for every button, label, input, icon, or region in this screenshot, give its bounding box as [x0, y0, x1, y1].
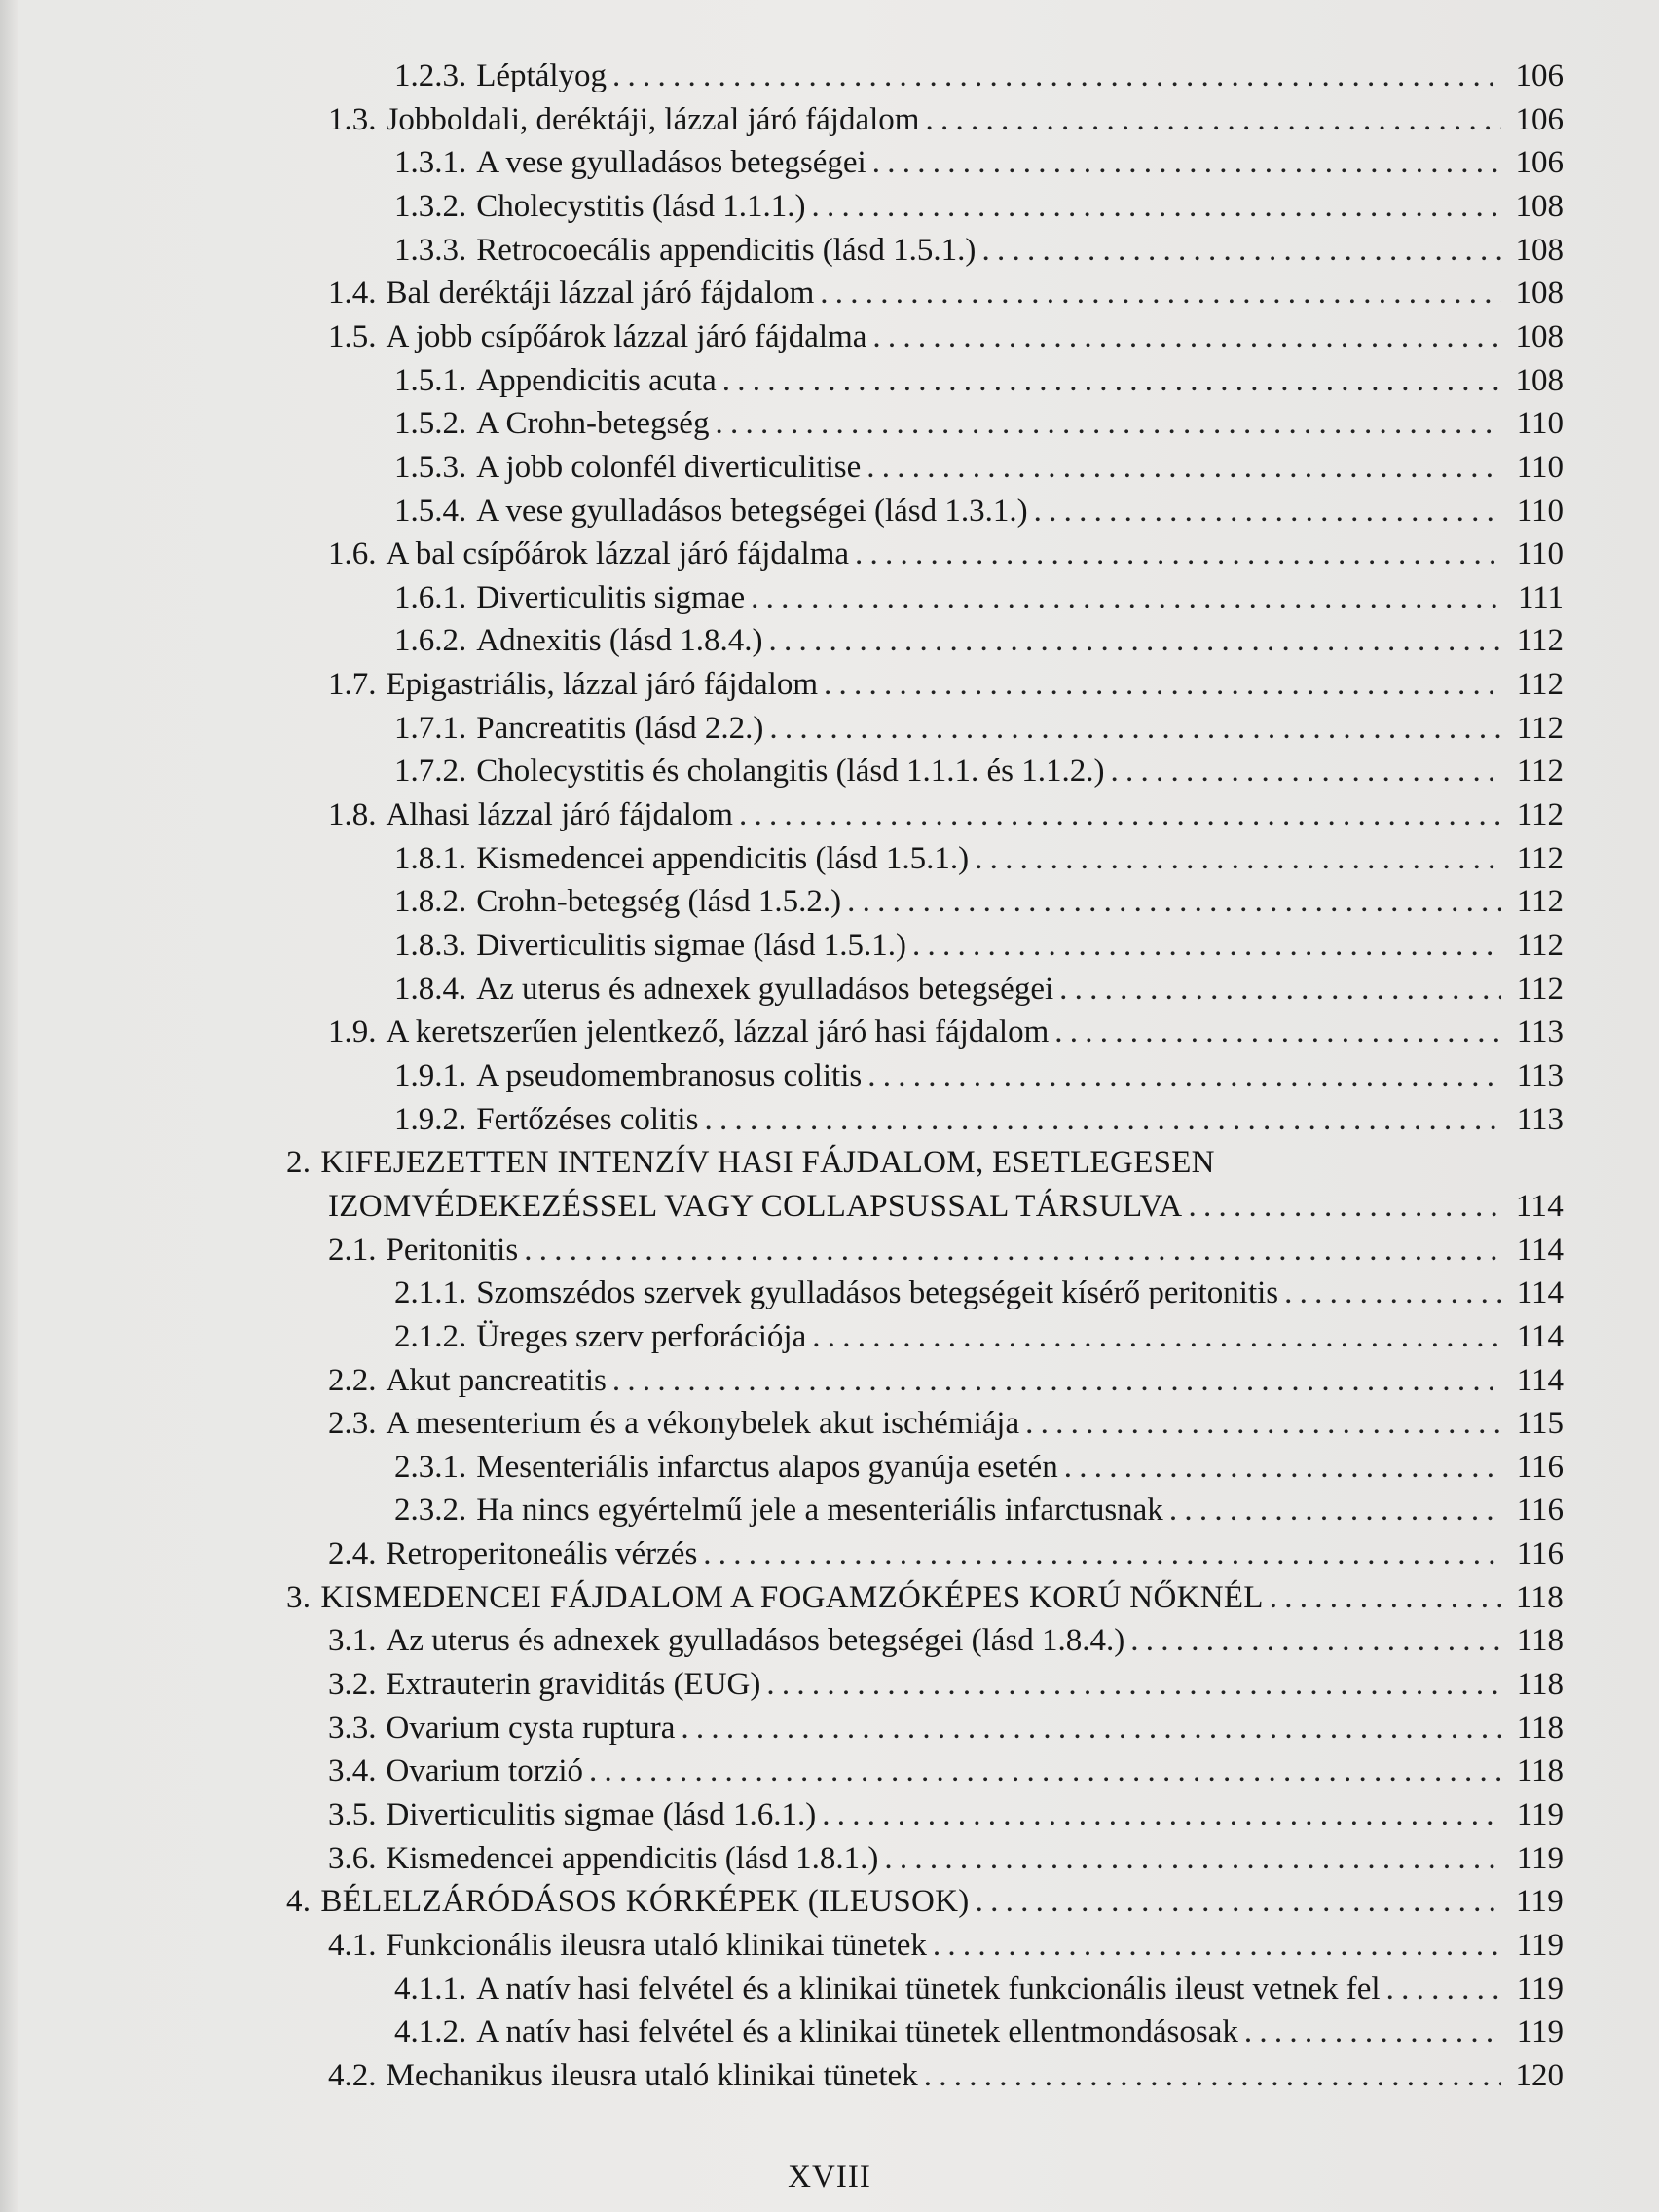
toc-entry-title: KIFEJEZETTEN INTENZÍV HASI FÁJDALOM, ESETLEGESEN	[320, 1145, 1215, 1181]
dot-leader	[855, 533, 1501, 575]
toc-entry-page: 119	[1516, 1971, 1564, 2007]
toc-entry-number: 4.1.	[328, 1927, 377, 1963]
dot-leader	[1059, 968, 1501, 1011]
toc-entry-page: 112	[1516, 840, 1564, 876]
dot-leader	[1284, 1272, 1501, 1314]
toc-entry-number: 2.2.	[328, 1362, 377, 1398]
toc-entry-number: 1.6.	[328, 536, 377, 572]
toc-entry-page: 120	[1515, 2057, 1564, 2093]
toc-entry-number: 1.8.3.	[394, 928, 467, 963]
toc-entry-page: 108	[1515, 232, 1564, 268]
toc-entry-title: Léptályog	[476, 58, 608, 93]
toc-entry-number: 2.	[286, 1145, 312, 1181]
toc-entry	[286, 1576, 1564, 1619]
toc-entry-title: Jobboldali, deréktáji, lázzal járó fájdalom	[386, 101, 920, 137]
dot-leader	[1034, 490, 1501, 533]
toc-entry-title: Ha nincs egyértelmű jele a mesenteriális infarctusnak	[476, 1493, 1163, 1529]
toc-entry-page: 118	[1516, 1710, 1564, 1746]
toc-entry-page: 119	[1516, 1797, 1564, 1832]
toc-entry-page: 113	[1516, 1014, 1564, 1051]
dot-leader	[924, 2054, 1501, 2097]
toc-entry-page: 115	[1516, 1406, 1564, 1442]
dot-leader	[884, 1837, 1501, 1880]
toc-entry-page: 108	[1515, 188, 1564, 224]
dot-leader	[703, 1532, 1501, 1575]
toc-entry	[394, 1315, 1564, 1358]
toc-entry	[328, 315, 1564, 358]
toc-entry	[328, 533, 1564, 575]
toc-entry	[328, 1924, 1564, 1967]
dot-leader	[1386, 1968, 1501, 2010]
dot-leader	[768, 619, 1501, 662]
toc-entry-page: 112	[1516, 710, 1564, 746]
toc-entry-title: Üreges szerv perforációja	[476, 1318, 807, 1354]
toc-entry	[394, 707, 1564, 750]
dot-leader	[589, 1750, 1501, 1792]
toc-entry-number: 1.3.	[328, 101, 377, 137]
dot-leader	[722, 359, 1501, 402]
toc-entry-page: 106	[1515, 58, 1564, 93]
toc-entry-page: 114	[1516, 1232, 1564, 1268]
dot-leader	[1188, 1185, 1501, 1228]
toc-entry	[328, 1750, 1564, 1792]
toc-entry-title: Diverticulitis sigmae (lásd 1.5.1.)	[476, 928, 906, 963]
toc-entry-title: Diverticulitis sigmae (lásd 1.6.1.)	[386, 1797, 817, 1832]
dot-leader	[976, 1880, 1501, 1923]
dot-leader	[933, 1924, 1501, 1967]
toc-entry-title: A vese gyulladásos betegségei	[476, 145, 866, 181]
toc-entry-number: 1.7.	[328, 667, 377, 703]
toc-entry-title: IZOMVÉDEKEZÉSSEL VAGY COLLAPSUSSAL TÁRSULVA	[328, 1188, 1183, 1224]
toc-entry-page: 108	[1515, 276, 1564, 312]
toc-entry-number: 2.1.	[328, 1232, 377, 1268]
toc-entry-title: Mesenteriális infarctus alapos gyanúja esetén	[476, 1449, 1058, 1485]
toc-entry-title: Az uterus és adnexek gyulladásos betegségei	[476, 971, 1054, 1007]
dot-leader	[1111, 750, 1501, 793]
toc-entry	[328, 1837, 1564, 1880]
toc-entry-title: A jobb colonfél diverticulitise	[476, 449, 862, 485]
page-number: XVIII	[788, 2159, 871, 2194]
dot-leader	[824, 663, 1501, 706]
toc-entry	[394, 402, 1564, 445]
toc-entry-page: 112	[1516, 623, 1564, 659]
toc-entry-page: 110	[1516, 536, 1564, 572]
toc-entry-number: 1.3.3.	[394, 232, 467, 268]
toc-entry	[394, 1098, 1564, 1141]
toc-entry	[328, 1185, 1564, 1228]
toc-entry-page: 110	[1516, 449, 1564, 485]
dot-leader	[704, 1098, 1501, 1141]
toc-entry-title: KISMEDENCEI FÁJDALOM A FOGAMZÓKÉPES KORÚ NŐKNÉL	[320, 1579, 1264, 1615]
toc-entry	[286, 1880, 1564, 1923]
toc-entry-page: 106	[1515, 145, 1564, 181]
toc-entry-number: 3.2.	[328, 1667, 377, 1703]
toc-entry-title: Fertőzéses colitis	[476, 1101, 699, 1137]
toc-entry-page: 119	[1515, 1884, 1564, 1920]
toc-entry-number: 1.8.4.	[394, 971, 467, 1007]
toc-entry	[394, 229, 1564, 272]
toc-entry-title: A jobb csípőárok lázzal járó fájdalma	[386, 318, 867, 354]
toc-entry-number: 3.4.	[328, 1753, 377, 1789]
toc-entry	[394, 750, 1564, 793]
toc-entry-page: 112	[1516, 754, 1564, 790]
dot-leader	[524, 1229, 1501, 1272]
toc-entry-title: Extrauterin graviditás (EUG)	[386, 1667, 761, 1703]
toc-entry-page: 118	[1516, 1623, 1564, 1659]
toc-entry-title: Akut pancreatitis	[386, 1362, 607, 1398]
dot-leader	[612, 55, 1501, 97]
toc-entry	[328, 1229, 1564, 1272]
toc-entry	[394, 968, 1564, 1011]
toc-entry-title: A vese gyulladásos betegségei (lásd 1.3.1.)	[476, 493, 1028, 529]
toc-entry-page: 113	[1516, 1101, 1564, 1137]
toc-entry-number: 1.5.	[328, 318, 377, 354]
dot-leader	[739, 793, 1501, 836]
toc-entry-title: A keretszerűen jelentkező, lázzal járó hasi fájdalom	[386, 1014, 1050, 1051]
toc-entry-title: Kismedencei appendicitis (lásd 1.8.1.)	[386, 1840, 879, 1876]
toc-entry-title: Crohn-betegség (lásd 1.5.2.)	[476, 884, 842, 920]
toc-entry	[394, 55, 1564, 97]
toc-entry-number: 1.8.2.	[394, 884, 467, 920]
toc-entry-number: 3.3.	[328, 1710, 377, 1746]
toc-entry-title: Kismedencei appendicitis (lásd 1.5.1.)	[476, 840, 970, 876]
dot-leader	[981, 229, 1501, 272]
toc-entry-number: 1.6.1.	[394, 579, 467, 615]
toc-entry-page: 114	[1516, 1318, 1564, 1354]
dot-leader	[822, 1793, 1501, 1836]
toc-entry-page: 118	[1515, 1579, 1564, 1615]
toc-entry	[328, 98, 1564, 141]
toc-entry-number: 2.1.1.	[394, 1275, 467, 1311]
toc-entry-page: 114	[1515, 1188, 1564, 1224]
toc-entry-number: 4.1.2.	[394, 2014, 467, 2050]
toc-entry-page: 114	[1516, 1275, 1564, 1311]
toc-entry-page: 116	[1516, 1449, 1564, 1485]
toc-entry	[328, 1532, 1564, 1575]
toc-entry-title: Ovarium cysta ruptura	[386, 1710, 676, 1746]
toc-entry	[394, 359, 1564, 402]
dot-leader	[847, 880, 1501, 923]
toc-entry-number: 4.2.	[328, 2057, 377, 2093]
toc-entry	[328, 1793, 1564, 1836]
toc-entry-title: Az uterus és adnexek gyulladásos betegségei (lásd 1.8.4.)	[386, 1623, 1125, 1659]
toc-entry-page: 112	[1516, 971, 1564, 1007]
dot-leader	[811, 185, 1501, 228]
toc-entry	[394, 880, 1564, 923]
toc-entry-number: 4.1.1.	[394, 1971, 467, 2007]
toc-entry-page: 113	[1516, 1057, 1564, 1093]
toc-entry	[394, 619, 1564, 662]
toc-entry-page: 108	[1515, 362, 1564, 398]
toc-entry	[394, 446, 1564, 489]
toc-entry-number: 1.3.1.	[394, 145, 467, 181]
toc-entry-page: 116	[1516, 1493, 1564, 1529]
toc-entry	[394, 1054, 1564, 1097]
toc-entry-page: 112	[1516, 667, 1564, 703]
toc-entry-page: 114	[1516, 1362, 1564, 1398]
toc-entry-number: 1.9.1.	[394, 1057, 467, 1093]
toc-entry-title: Appendicitis acuta	[476, 362, 717, 398]
toc-entry	[394, 1446, 1564, 1489]
toc-entry-number: 1.5.3.	[394, 449, 467, 485]
toc-entry-number: 3.5.	[328, 1797, 377, 1832]
toc-entry-page: 106	[1515, 101, 1564, 137]
toc-entry-number: 2.3.1.	[394, 1449, 467, 1485]
toc-entry-number: 2.3.2.	[394, 1493, 467, 1529]
toc-entry	[394, 576, 1564, 619]
dot-leader	[751, 576, 1501, 619]
toc-entry-page: 118	[1516, 1753, 1564, 1789]
toc-entry-number: 4.	[286, 1884, 312, 1920]
toc-entry-number: 1.9.	[328, 1014, 377, 1051]
toc-entry-title: Cholecystitis és cholangitis (lásd 1.1.1. és 1.1.2.)	[476, 754, 1105, 790]
toc-entry-number: 1.8.1.	[394, 840, 467, 876]
toc-entry-number: 1.7.1.	[394, 710, 467, 746]
toc-entry	[328, 663, 1564, 706]
toc-entry-number: 1.5.4.	[394, 493, 467, 529]
dot-leader	[872, 315, 1501, 358]
dot-leader	[1054, 1011, 1501, 1053]
toc-entry	[394, 2010, 1564, 2053]
toc-entry-title: Funkcionális ileusra utaló klinikai tünetek	[386, 1927, 927, 1963]
toc-entry-number: 1.3.2.	[394, 188, 467, 224]
toc-entry	[394, 1489, 1564, 1531]
toc-entry-number: 1.9.2.	[394, 1101, 467, 1137]
toc-entry	[394, 141, 1564, 184]
toc-entry	[328, 1011, 1564, 1053]
toc-entry-title: Peritonitis	[386, 1232, 519, 1268]
toc-entry-page: 112	[1516, 928, 1564, 963]
toc-entry-number: 1.5.1.	[394, 362, 467, 398]
toc-entry	[394, 1272, 1564, 1314]
toc-entry	[394, 837, 1564, 880]
dot-leader	[820, 272, 1501, 314]
toc-entry-title: Retrocoecális appendicitis (lásd 1.5.1.)	[476, 232, 977, 268]
toc-entry-title: Alhasi lázzal járó fájdalom	[386, 797, 733, 833]
toc-entry	[328, 272, 1564, 314]
toc-entry-page: 112	[1516, 797, 1564, 833]
toc-entry-title: A Crohn-betegség	[476, 406, 710, 442]
dot-leader	[1169, 1489, 1501, 1531]
dot-leader	[925, 98, 1501, 141]
toc-entry-title: A bal csípőárok lázzal járó fájdalma	[386, 536, 850, 572]
toc-entry-page: 119	[1516, 1840, 1564, 1876]
toc-entry-page: 119	[1516, 1927, 1564, 1963]
toc-entry	[328, 1359, 1564, 1402]
toc-entry-number: 3.	[286, 1579, 312, 1615]
dot-leader	[867, 1054, 1501, 1097]
toc-entry-title: Szomszédos szervek gyulladásos betegségeit kísérő peritonitis	[476, 1275, 1279, 1311]
dot-leader	[612, 1359, 1501, 1402]
toc-entry-title: A natív hasi felvétel és a klinikai tünetek funkcionális ileust vetnek fel	[476, 1971, 1381, 2007]
dot-leader	[1025, 1402, 1501, 1445]
toc-entry-title: Pancreatitis (lásd 2.2.)	[476, 710, 764, 746]
toc-entry-page: 110	[1516, 493, 1564, 529]
toc-entry-title: A pseudomembranosus colitis	[476, 1057, 863, 1093]
toc-entry	[328, 1402, 1564, 1445]
toc-entry	[328, 1707, 1564, 1750]
toc-entry-title: Adnexitis (lásd 1.8.4.)	[476, 623, 763, 659]
toc-entry-number: 2.1.2.	[394, 1318, 467, 1354]
toc-entry-number: 1.5.2.	[394, 406, 467, 442]
toc-entry-page: 112	[1516, 884, 1564, 920]
toc-entry	[394, 1968, 1564, 2010]
toc-entry-number: 1.2.3.	[394, 58, 467, 93]
toc-entry	[394, 185, 1564, 228]
dot-leader	[1270, 1576, 1501, 1619]
toc-entry-number: 1.8.	[328, 797, 377, 833]
toc-entry	[394, 490, 1564, 533]
toc-entry	[286, 1141, 1215, 1184]
dot-leader	[912, 924, 1501, 967]
toc-entry-page: 111	[1517, 579, 1564, 615]
toc-entry	[328, 1663, 1564, 1706]
dot-leader	[872, 141, 1501, 184]
toc-entry-number: 2.4.	[328, 1536, 377, 1572]
dot-leader	[681, 1707, 1501, 1750]
toc-entry	[328, 2054, 1564, 2097]
dot-leader	[1064, 1446, 1501, 1489]
dot-leader	[1130, 1619, 1501, 1662]
toc-entry-page: 119	[1516, 2014, 1564, 2050]
toc-entry-number: 3.1.	[328, 1623, 377, 1659]
toc-entry-title: A mesenterium és a vékonybelek akut ischémiája	[386, 1406, 1020, 1442]
toc-entry-number: 2.3.	[328, 1406, 377, 1442]
toc-entry-number: 1.7.2.	[394, 754, 467, 790]
toc-entry-page: 118	[1516, 1667, 1564, 1703]
toc-entry-page: 116	[1516, 1536, 1564, 1572]
toc-entry-page: 110	[1516, 406, 1564, 442]
dot-leader	[812, 1315, 1501, 1358]
dot-leader	[766, 1663, 1501, 1706]
toc-entry	[394, 924, 1564, 967]
toc-entry-title: Retroperitoneális vérzés	[386, 1536, 698, 1572]
toc-entry-title: Diverticulitis sigmae	[476, 579, 746, 615]
dot-leader	[769, 707, 1501, 750]
dot-leader	[866, 446, 1501, 489]
toc-entry-title: Cholecystitis (lásd 1.1.1.)	[476, 188, 806, 224]
toc-entry-number: 1.6.2.	[394, 623, 467, 659]
toc-entry-title: Ovarium torzió	[386, 1753, 584, 1789]
toc-entry-title: Epigastriális, lázzal járó fájdalom	[386, 667, 818, 703]
toc-entry-title: Bal deréktáji lázzal járó fájdalom	[386, 276, 815, 312]
toc-entry-title: A natív hasi felvétel és a klinikai tünetek ellentmondásosak	[476, 2014, 1238, 2050]
toc-entry-title: Mechanikus ileusra utaló klinikai tünetek	[386, 2057, 918, 2093]
toc-entry	[328, 1619, 1564, 1662]
toc-entry	[328, 793, 1564, 836]
dot-leader	[715, 402, 1501, 445]
toc-entry-page: 108	[1515, 318, 1564, 354]
toc-entry-number: 1.4.	[328, 276, 377, 312]
dot-leader	[975, 837, 1501, 880]
toc-entry-title: BÉLELZÁRÓDÁSOS KÓRKÉPEK (ILEUSOK)	[320, 1884, 970, 1920]
toc-entry-number: 3.6.	[328, 1840, 377, 1876]
dot-leader	[1244, 2010, 1501, 2053]
